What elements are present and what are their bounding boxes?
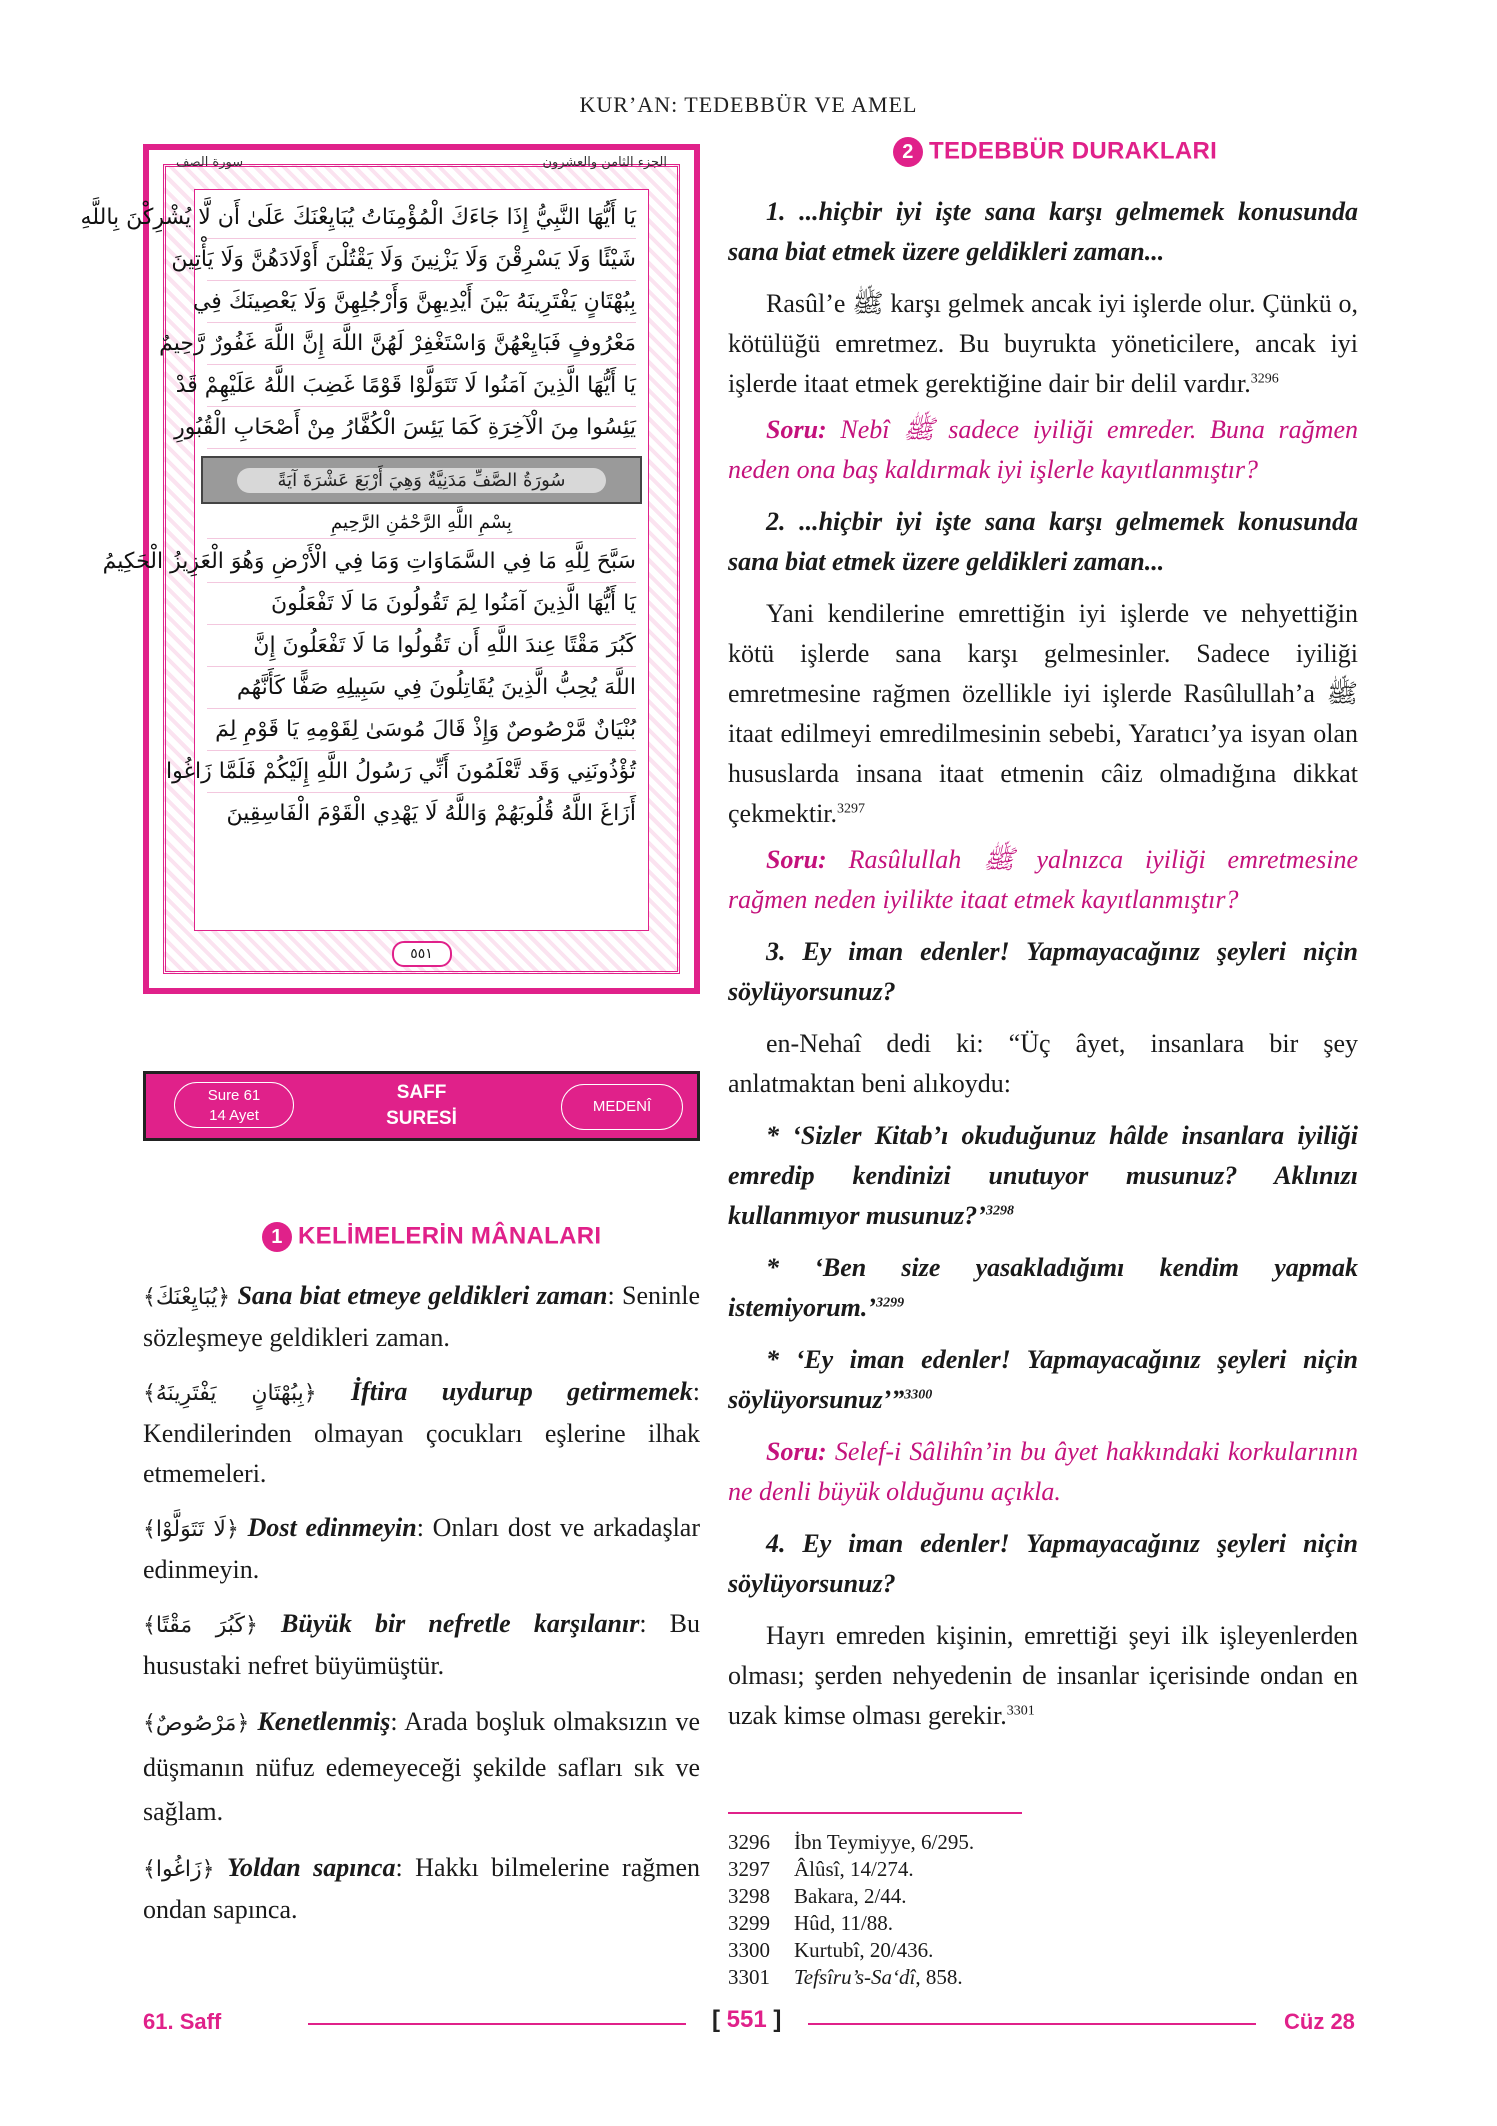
- word-entry: [143, 1700, 700, 1834]
- entry-term: İftira uydurup getirmemek: [351, 1377, 693, 1406]
- sura-title-text: سُورَةُ الصَّفِّ مَدَنِيَّةٌ وَهِيَ أَرْبَعَ عَشْرَةَ آيَةً: [237, 468, 605, 493]
- sura-name-line1: SAFF: [396, 1082, 447, 1103]
- quran-line: سَبَّحَ لِلَّهِ مَا فِي السَّمَاوَاتِ وَمَا فِي الْأَرْضِ وَهُوَ الْعَزِيزُ الْحَكِيمُ: [207, 542, 636, 583]
- footnote-number: 3299: [728, 1911, 770, 1935]
- word-entry: [143, 1276, 700, 1358]
- question-text: Selef-i Sâlihîn’in bu âyet hakkındaki korkularının ne denli büyük olduğunu açıkla.: [728, 1437, 1358, 1506]
- section1-heading: [262, 1222, 601, 1252]
- footer-sura-label: 61. Saff: [143, 2009, 222, 2034]
- quoted-verse-text: * ‘Ben size yasakladığımı kendim yapmak istemiyorum.’: [728, 1253, 1358, 1322]
- footer-rule-right: [808, 2023, 1256, 2025]
- arabic-term: ﴿مَرْصُوصٌ﴾: [143, 1711, 250, 1736]
- footnote-number: 3298: [728, 1884, 770, 1908]
- footnote-item: [728, 1910, 1358, 1937]
- footnote-ref: 3297: [837, 801, 866, 817]
- sura-name-line2: SURESİ: [386, 1108, 457, 1129]
- section1-number-icon: 1: [262, 1222, 292, 1252]
- footnote-item: [728, 1964, 1358, 1991]
- footnote-text-italic: Tefsîru’s-Sa‘dî: [794, 1965, 916, 1989]
- section2-heading: [893, 137, 1217, 167]
- word-entry: [143, 1848, 700, 1930]
- reflection-2-heading: 2. ...hiçbir iyi işte sana karşı gelmemek konusunda sana biat etmek üzere geldikleri zaman...: [728, 507, 1358, 576]
- quran-line: يَئِسُوا مِنَ الْآخِرَةِ كَمَا يَئِسَ الْكُفَّارُ مِنْ أَصْحَابِ الْقُبُورِ: [207, 408, 636, 449]
- footnote-text: Âlûsî, 14/274.: [794, 1857, 914, 1881]
- footer-juz-label: Cüz 28: [1284, 2009, 1355, 2034]
- reflection-4-text: Hayrı emreden kişinin, emrettiği şeyi ilk işleyenlerden olması; şerden nehyedenin de insanlar içerisinde ondan en uzak kimse olması gerekir.: [728, 1621, 1358, 1730]
- word-entry: [143, 1604, 700, 1686]
- word-meanings-list: [143, 1276, 700, 1930]
- footnote-item: [728, 1883, 1358, 1910]
- footnote-item: [728, 1937, 1358, 1964]
- footnote-item: [728, 1829, 1358, 1856]
- arabic-term: ﴿بِبُهْتَانٍ يَفْتَرِينَهُ﴾: [143, 1381, 317, 1406]
- footnote-ref: 3301: [1006, 1703, 1035, 1719]
- reflection-2-body: [728, 594, 1358, 834]
- word-entry: [143, 1508, 700, 1590]
- section2-number-icon: 2: [893, 137, 923, 167]
- quran-line: تُؤْذُونَنِي وَقَد تَّعْلَمُونَ أَنِّي رَسُولُ اللَّهِ إِلَيْكُمْ فَلَمَّا زَاغُوا: [207, 752, 636, 793]
- footnote-text: Hûd, 11/88.: [794, 1911, 893, 1935]
- entry-term: Dost edinmeyin: [247, 1513, 417, 1542]
- reflection-3-body: en-Nehaî dedi ki: “Üç âyet, insanlara bir şey anlatmaktan beni alıkoydu:: [728, 1029, 1358, 1098]
- footnote-divider: [728, 1812, 1022, 1814]
- question-label: Soru:: [766, 1437, 827, 1466]
- sura-number: Sure 61: [207, 1087, 261, 1104]
- question-3: [728, 1432, 1358, 1512]
- entry-definition: : Arada boşluk olmaksızın ve düşmanın nüfuz edemeyeceği şekilde safları sık ve sağlam.: [143, 1707, 701, 1826]
- question-2: [728, 840, 1358, 920]
- mushaf-page-number: ٥٥١: [392, 941, 452, 967]
- mushaf-page-frame: [80, 144, 700, 994]
- section1-title: KELİMELERİN MÂNALARI: [298, 1222, 602, 1250]
- quran-line: أَزَاغَ اللَّهُ قُلُوبَهُمْ وَاللَّهُ لَا يَهْدِي الْقَوْمَ الْفَاسِقِينَ: [226, 801, 636, 826]
- reflection-1-heading: 1. ...hiçbir iyi işte sana karşı gelmemek konusunda sana biat etmek üzere geldikleri zaman...: [728, 197, 1358, 266]
- entry-term: Sana biat etmeye geldikleri zaman: [237, 1281, 608, 1310]
- quoted-verse-text: * ‘Ey iman edenler! Yapmayacağınız şeyleri niçin söylüyorsunuz’”: [728, 1345, 1358, 1414]
- entry-definition: : Bu husustaki nefret büyümüştür.: [143, 1609, 701, 1680]
- quran-line: شَيْئًا وَلَا يَسْرِقْنَ وَلَا يَزْنِينَ وَلَا يَقْتُلْنَ أَوْلَادَهُنَّ وَلَا يَأْتِينَ: [207, 240, 636, 281]
- mushaf-text-area: [80, 189, 649, 931]
- reflection-1-text: Rasûl’e ﷺ karşı gelmek ancak iyi işlerde olur. Çünkü o, kötülüğü emretmez. Bu buyrukta yöneticilere, ancak iyi işlerde itaat etmek gerektiğine dair bir delil vardır.: [728, 289, 1359, 398]
- reflection-2-text: Yani kendilerine emrettiğin iyi işlerde ve nehyettiğin kötü işlerde sana karşı gelmesinler. Sadece iyiliği emretmesine rağmen özellikle iyi işlerde Rasûlullah’a ﷺ itaat edilmeyi emredilmesinin sebebi, Yaratıcı’ya isyan olan hususlarda insana itaat etmenin câiz olmadığına dikkat çekmektir.: [728, 599, 1358, 828]
- page-number: 551: [726, 2006, 767, 2033]
- reflection-1-body: [728, 284, 1358, 404]
- quran-line: اللَّهَ يُحِبُّ الَّذِينَ يُقَاتِلُونَ فِي سَبِيلِهِ صَفًّا كَأَنَّهُم: [207, 668, 636, 709]
- quoted-verse-text: * ‘Sizler Kitab’ı okuduğunuz hâlde insanlara iyiliği emredip kendinizi unutuyor musunuz? Aklınızı kullanmıyor musunuz?’: [728, 1121, 1358, 1230]
- footnote-number: 3300: [728, 1938, 770, 1962]
- footnote-ref: 3299: [876, 1295, 905, 1311]
- entry-definition: : Seninle sözleşmeye geldikleri zaman.: [143, 1281, 700, 1352]
- entry-definition: : Onları dost ve arkadaşlar edinmeyin.: [143, 1513, 700, 1584]
- quran-line: يَا أَيُّهَا النَّبِيُّ إِذَا جَاءَكَ الْمُؤْمِنَاتُ يُبَايِعْنَكَ عَلَىٰ أَن لَّا يُشْرِكْنَ بِاللَّهِ: [207, 198, 636, 239]
- ayah-count: 14 Ayet: [209, 1107, 259, 1124]
- entry-term: Kenetlenmiş: [257, 1707, 391, 1736]
- footnote-text: Bakara, 2/44.: [794, 1884, 907, 1908]
- footnote-number: 3297: [728, 1857, 770, 1881]
- section2-title: TEDEBBÜR DURAKLARI: [929, 137, 1218, 165]
- footnote-text: , 858.: [915, 1965, 963, 1989]
- footnote-number: 3296: [728, 1830, 770, 1854]
- reflection-4-heading: 4. Ey iman edenler! Yapmayacağınız şeyleri niçin söylüyorsunuz?: [728, 1529, 1358, 1598]
- arabic-term: ﴿كَبُرَ مَقْتًا﴾: [143, 1613, 258, 1638]
- footnote-number: 3301: [728, 1965, 770, 1989]
- footnotes-list: [728, 1829, 1358, 1991]
- question-label: Soru:: [766, 415, 827, 444]
- footer-page-number: [ 551 ]: [712, 2006, 782, 2033]
- quran-line: مَعْرُوفٍ فَبَايِعْهُنَّ وَاسْتَغْفِرْ لَهُنَّ اللَّهَ إِنَّ اللَّهَ غَفُورٌ رَّحِيمٌ: [207, 324, 636, 365]
- word-entry: [143, 1372, 700, 1494]
- running-title: KUR’AN: TEDEBBÜR VE AMEL: [579, 92, 918, 117]
- entry-definition: : Kendilerinden olmayan çocukları eşlerine ilhak etmemeleri.: [143, 1377, 701, 1488]
- reflection-4-body: [728, 1616, 1358, 1736]
- entry-definition: : Hakkı bilmelerine rağmen ondan sapınca.: [143, 1853, 700, 1924]
- question-text: Nebî ﷺ sadece iyiliği emreder. Buna rağmen neden ona baş kaldırmak iyi işlerle kayıtlanmıştır?: [728, 415, 1358, 484]
- footnote-text: Kurtubî, 20/436.: [794, 1938, 934, 1962]
- question-label: Soru:: [766, 845, 827, 874]
- quran-line: يَا أَيُّهَا الَّذِينَ آمَنُوا لَا تَتَوَلَّوْا قَوْمًا غَضِبَ اللَّهُ عَلَيْهِمْ قَدْ: [207, 366, 636, 407]
- quran-line: كَبُرَ مَقْتًا عِندَ اللَّهِ أَن تَقُولُوا مَا لَا تَفْعَلُونَ إِنَّ: [207, 626, 636, 667]
- mushaf-sura-label: الجزء الثامن والعشرون: [542, 155, 667, 170]
- entry-term: Büyük bir nefretle karşılanır: [281, 1609, 640, 1638]
- revelation-place-badge: MEDENÎ: [561, 1084, 683, 1130]
- reflection-3-heading: 3. Ey iman edenler! Yapmayacağınız şeyleri niçin söylüyorsunuz?: [728, 937, 1358, 1006]
- footnote-ref: 3300: [904, 1387, 933, 1403]
- quoted-verse: [728, 1248, 1358, 1328]
- question-1: [728, 410, 1358, 490]
- question-text: Rasûlullah ﷺ yalnızca iyiliği emretmesine rağmen neden iyilikte itaat etmek kayıtlanmıştır?: [728, 845, 1358, 914]
- reflection-column: [728, 192, 1358, 1748]
- footnote-text: İbn Teymiyye, 6/295.: [794, 1830, 975, 1854]
- arabic-term: ﴿يُبَايِعْنَكَ﴾: [143, 1285, 231, 1310]
- footnote-item: [728, 1856, 1358, 1883]
- footer-rule-left: [308, 2023, 686, 2025]
- quran-line: يَا أَيُّهَا الَّذِينَ آمَنُوا لِمَ تَقُولُونَ مَا لَا تَفْعَلُونَ: [207, 584, 636, 625]
- arabic-term: ﴿زَاغُوا﴾: [143, 1857, 215, 1882]
- mushaf-juz-label: سورة الصف: [176, 155, 244, 170]
- footnote-ref: 3296: [1250, 371, 1279, 387]
- mushaf-ornament-border: [80, 155, 680, 974]
- sura-info-banner: [143, 1071, 700, 1141]
- sura-title-band: [201, 456, 642, 504]
- entry-term: Yoldan sapınca: [226, 1853, 396, 1882]
- quoted-verse: [728, 1116, 1358, 1236]
- quran-line: بُنْيَانٌ مَّرْصُوصٌ وَإِذْ قَالَ مُوسَىٰ لِقَوْمِهِ يَا قَوْمِ لِمَ: [207, 710, 636, 751]
- basmala: بِسْمِ اللَّهِ الرَّحْمَٰنِ الرَّحِيمِ: [207, 508, 636, 539]
- quran-line: بِبُهْتَانٍ يَفْتَرِينَهُ بَيْنَ أَيْدِيهِنَّ وَأَرْجُلِهِنَّ وَلَا يَعْصِينَكَ فِي: [207, 282, 636, 323]
- arabic-term: ﴿لَا تَتَوَلَّوْا﴾: [143, 1517, 239, 1542]
- quoted-verse: [728, 1340, 1358, 1420]
- footnote-ref: 3298: [985, 1203, 1014, 1219]
